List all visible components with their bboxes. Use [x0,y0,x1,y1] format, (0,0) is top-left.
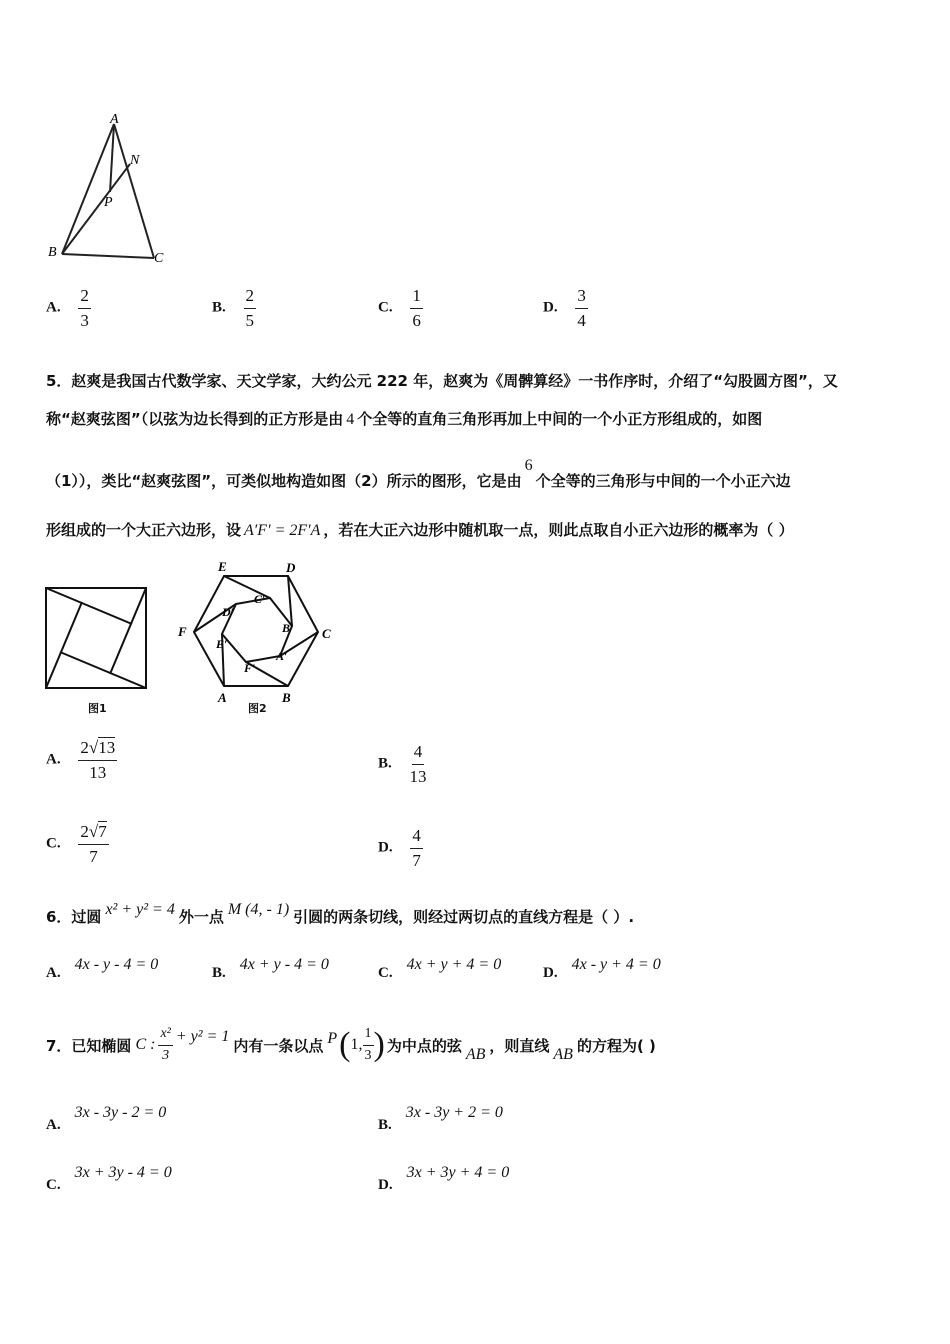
q5-line-2: 称“赵爽弦图”（以弦为边长得到的正方形是由 4 个全等的直角三角形再加上中间的一个小正方形组成的，如图 [46,410,763,428]
right-paren: ) [373,1026,385,1063]
q6-option-c[interactable]: C. 4x + y + 4 = 0 [378,956,502,981]
zhao-shuang-square-figure [44,586,150,692]
q7-option-d[interactable]: D.3x + 3y + 4 = 0 [378,1164,510,1193]
fraction: $\frac{4}{7}$ [412,826,421,870]
label-P: P [104,195,113,210]
label-C: C [322,626,331,641]
label-A: A [218,690,227,705]
q4-option-a[interactable]: A. $\frac{2}{3}$ [46,286,89,330]
q6-option-b[interactable]: B. 4x + y - 4 = 0 [212,956,329,981]
hexagon-figure [172,558,342,708]
q5-option-d[interactable]: D. $\frac{4}{7}$ [378,826,421,870]
label-E: E [218,559,227,574]
q5-line-4: 形组成的一个大正六边形，设 A′F′ = 2F′A ，若在大正六边形中随机取一点，则此点取自小正六边形的概率为（ ） [46,521,794,539]
fraction: $\frac{2√7}{7}$ [80,822,107,866]
fraction: $\frac{1}{3}$ [364,1026,372,1063]
q7-option-b[interactable]: B.3x - 3y + 2 = 0 [378,1104,503,1133]
q5-line-1: 5．赵爽是我国古代数学家、天文学家，大约公元 222 年，赵爽为《周髀算经》一书作序时，介绍了“勾股圆方图”，又 [46,372,838,390]
label-F: F [178,624,187,639]
fraction: $\frac{4}{13}$ [409,742,427,786]
q4-option-c[interactable]: C. $\frac{1}{6}$ [378,286,421,330]
q7-option-c[interactable]: C.3x + 3y - 4 = 0 [46,1164,172,1193]
label-B: B [48,245,57,260]
q5-option-b[interactable]: B. $\frac{4}{13}$ [378,742,427,786]
q6-option-d[interactable]: D. 4x - y + 4 = 0 [543,956,661,981]
left-paren: ( [339,1026,351,1063]
label-D-prime: D′ [222,605,235,619]
q7-stem: 7．已知椭圆 C : $\frac{\text{x²}}{3}$ + y² = 1 内有一条以点 P ( 1, $\frac{1}{3}$ ) 为中点的弦 AB ，则直线 AB 的方程为( ) [46,1026,656,1063]
q5-line-3: （1）），类比“赵爽弦图”，可类似地构造如图（2）所示的图形，它是由6个全等的三角形与中间的一个小正六边 [46,457,791,490]
label-A-prime: A′ [276,649,288,663]
fraction: $\frac{2}{3}$ [80,286,89,330]
q5-option-a[interactable]: A. $\frac{2√13}{13}$ [46,738,116,782]
label-B: B [282,690,291,705]
label-E-prime: E′ [216,637,228,651]
fraction: $\frac{2}{5}$ [245,286,255,330]
sqrt-icon: √ [88,822,99,841]
label-F-prime: F′ [244,661,256,675]
label-D: D [286,560,296,575]
label-C: C [154,251,164,266]
figure-1-caption: 图1 [88,702,107,715]
label-A: A [110,112,119,127]
fraction: $\frac{2√13}{13}$ [80,738,116,782]
label-N: N [130,153,140,168]
fraction: $\frac{1}{6}$ [412,286,421,330]
figure-2-caption: 图2 [248,702,267,715]
q4-option-d[interactable]: D. $\frac{3}{4}$ [543,286,586,330]
fraction: $\frac{\text{x²}}{3}$ [160,1026,171,1063]
label-C-prime: C′ [254,592,266,606]
sqrt-icon: √ [88,738,99,757]
fraction: $\frac{3}{4}$ [577,286,586,330]
q5-option-c[interactable]: C. $\frac{2√7}{7}$ [46,822,107,866]
q4-option-b[interactable]: B. $\frac{2}{5}$ [212,286,255,330]
q6-option-a[interactable]: A. 4x - y - 4 = 0 [46,956,159,981]
q6-stem: 6．过圆 x² + y² = 4 外一点 M (4, - 1) 引圆的两条切线，则经过两切点的直线方程是（ ）. [46,901,635,926]
label-B-prime: B′ [282,621,294,635]
triangle-figure [40,108,180,268]
q7-option-a[interactable]: A.3x - 3y - 2 = 0 [46,1104,167,1133]
